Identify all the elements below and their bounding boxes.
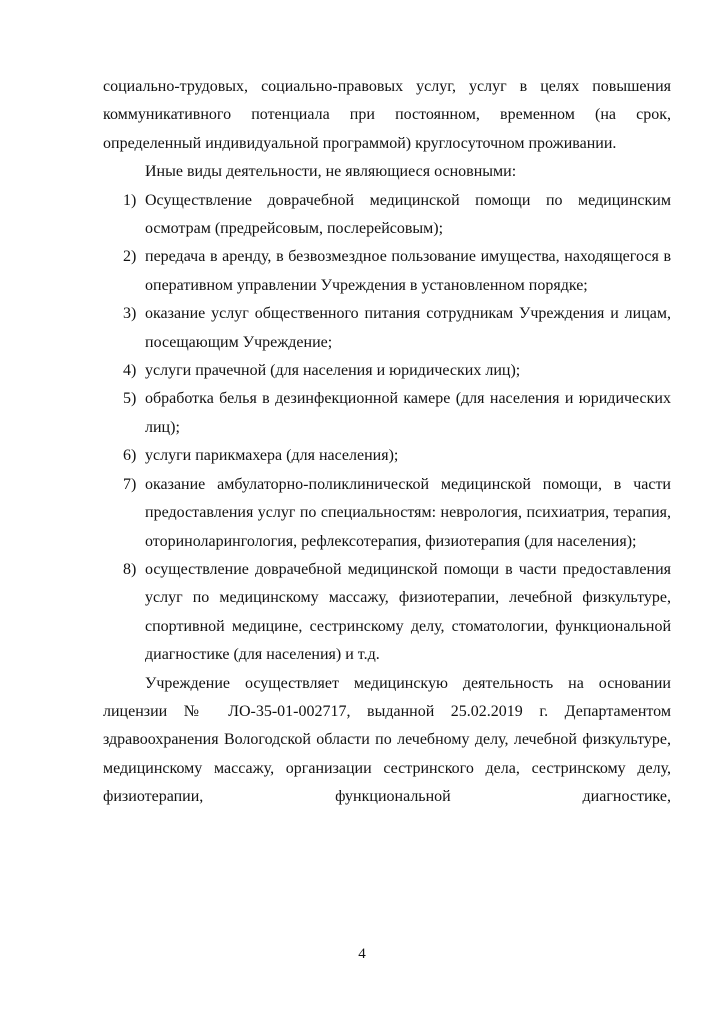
list-item	[103, 385, 671, 442]
list-item-text: обработка белья в дезинфекционной камере (для населения и юридических лиц);	[145, 390, 671, 436]
list-item-number: 1)	[123, 191, 137, 209]
list-item-text: оказание услуг общественного питания сотрудникам Учреждения и лицам, посещающим Учреждение;	[145, 305, 671, 351]
list-item	[103, 442, 671, 470]
list-item	[103, 471, 671, 556]
other-activities-heading: Иные виды деятельности, не являющиеся основными:	[145, 163, 517, 181]
list-item	[103, 357, 671, 385]
list-item-text: осуществление доврачебной медицинской помощи в части предоставления услуг по медицинскому массажу, физиотерапии, лечебной физкультуре, спортивной медицине, сестринскому делу, стоматологии, функциональной диагностике (для населения) и т.д.	[145, 560, 671, 664]
list-item-text: услуги парикмахера (для населения);	[145, 447, 399, 465]
license-paragraph: Учреждение осуществляет медицинскую деятельность на основании лицензии № ЛО-35-01-002717, выданной 25.02.2019 г. Департаментом здравоохранения Вологодской области по лечебному делу, лечебной физкультуре, медицинскому массажу, организации сестринского дела, сестринскому делу, физиотерапии, функциональной диагностике,	[103, 674, 671, 806]
list-item	[103, 556, 671, 670]
list-item-text: услуги прачечной (для населения и юридических лиц);	[145, 362, 521, 380]
list-item-text: передача в аренду, в безвозмездное пользование имущества, находящегося в оперативном управлении Учреждения в установленном порядке;	[145, 248, 671, 294]
list-item-number: 7)	[123, 475, 137, 493]
list-item-text: Осуществление доврачебной медицинской помощи по медицинским осмотрам (предрейсовым, послерейсовым);	[145, 191, 671, 238]
activities-list	[103, 187, 671, 670]
intro-paragraph: социально-трудовых, социально-правовых услуг, услуг в целях повышения коммуникативного потенциала при постоянном, временном (на срок, определенный индивидуальной программой) круглосуточном проживании.	[103, 78, 671, 152]
list-item-number: 3)	[123, 305, 137, 323]
list-item	[103, 187, 671, 244]
list-item-number: 5)	[123, 390, 137, 408]
list-item-number: 2)	[123, 248, 137, 266]
list-item	[103, 243, 671, 300]
page-number: 4	[358, 946, 366, 962]
list-item-number: 6)	[123, 447, 137, 465]
list-item-text: оказание амбулаторно-поликлинической медицинской помощи, в части предоставления услуг по специальностям: неврология, психиатрия, терапия, оториноларингология, рефлексотерапия, физиотерапия (для населения);	[145, 475, 671, 550]
list-item-number: 4)	[123, 362, 137, 380]
list-item	[103, 300, 671, 357]
list-item-number: 8)	[123, 560, 137, 578]
document-body	[103, 73, 671, 812]
